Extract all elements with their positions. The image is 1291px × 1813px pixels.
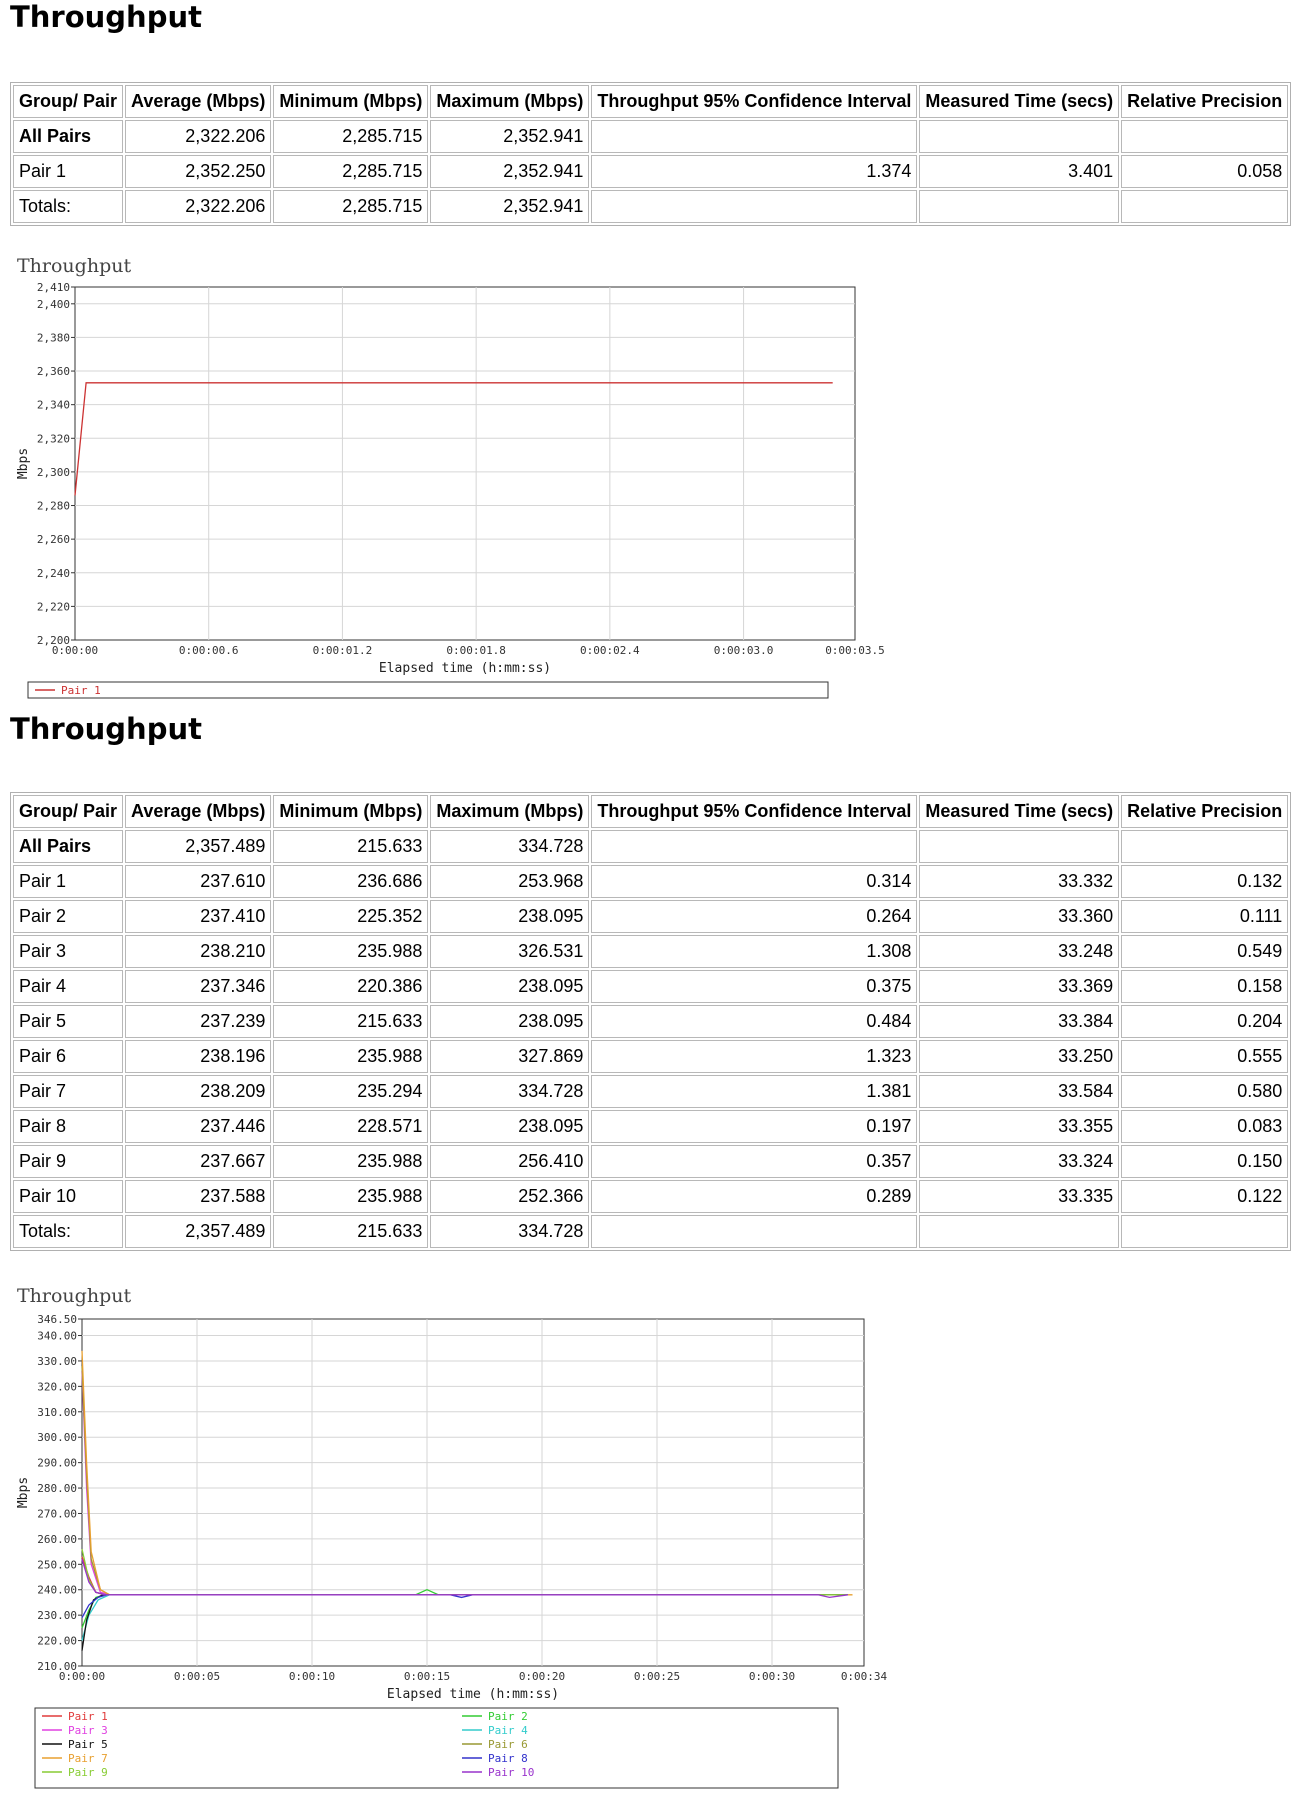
table-cell (919, 1215, 1119, 1248)
y-tick-label: 346.50 (37, 1313, 77, 1326)
x-tick-label: 0:00:30 (748, 1670, 796, 1683)
table-cell: 237.446 (125, 1110, 271, 1143)
table-cell (591, 1215, 917, 1248)
table-cell: Totals: (13, 190, 123, 223)
table-cell: 220.386 (273, 970, 428, 1003)
throughput-table (10, 792, 1291, 1251)
legend-box (28, 682, 828, 698)
table-cell: Pair 4 (13, 970, 123, 1003)
x-tick-label: 0:00:34 (840, 1670, 888, 1683)
x-tick-label: 0:00:01.2 (312, 644, 373, 657)
table-cell: 237.239 (125, 1005, 271, 1038)
table-cell: 215.633 (273, 1005, 428, 1038)
table-row (13, 970, 1288, 1003)
legend-label: Pair 4 (488, 1724, 528, 1737)
table-cell: 334.728 (430, 1215, 589, 1248)
table-cell: 2,285.715 (273, 155, 428, 188)
table-cell: 2,352.941 (430, 190, 589, 223)
y-tick-label: 260.00 (37, 1532, 77, 1546)
table-cell: 33.248 (919, 935, 1119, 968)
table-cell: 237.610 (125, 865, 271, 898)
table-cell: Pair 3 (13, 935, 123, 968)
plot-area (75, 287, 855, 640)
table-cell: Pair 5 (13, 1005, 123, 1038)
table-cell: 235.988 (273, 1180, 428, 1213)
legend-label: Pair 2 (488, 1710, 528, 1723)
table-row (13, 935, 1288, 968)
table-cell: 334.728 (430, 1075, 589, 1108)
table-cell: 2,352.941 (430, 120, 589, 153)
table-row (13, 1145, 1288, 1178)
x-tick-label: 0:00:15 (403, 1670, 451, 1683)
table-cell: 0.314 (591, 865, 917, 898)
table-cell: 0.158 (1121, 970, 1288, 1003)
table-cell: Pair 6 (13, 1040, 123, 1073)
throughput-chart (10, 250, 890, 700)
table-cell: 33.360 (919, 900, 1119, 933)
table-cell: 236.686 (273, 865, 428, 898)
column-header: Measured Time (secs) (919, 795, 1119, 828)
y-tick-label: 320.00 (37, 1380, 77, 1394)
table-cell: 237.588 (125, 1180, 271, 1213)
throughput-table (10, 82, 1291, 226)
table-header-row (13, 795, 1288, 828)
table-cell: 2,322.206 (125, 120, 271, 153)
x-tick-label: 0:00:03.5 (825, 644, 885, 657)
table-cell: 0.484 (591, 1005, 917, 1038)
table-cell: 253.968 (430, 865, 589, 898)
y-tick-label: 2,400 (36, 297, 70, 311)
table-cell: 33.335 (919, 1180, 1119, 1213)
table-cell: 238.209 (125, 1075, 271, 1108)
table-cell: Pair 2 (13, 900, 123, 933)
table-cell: Pair 1 (13, 865, 123, 898)
table-cell: 33.369 (919, 970, 1119, 1003)
table-header-row (13, 85, 1288, 118)
table-row (13, 1215, 1288, 1248)
table-cell: 237.410 (125, 900, 271, 933)
x-tick-label: 0:00:01.8 (446, 644, 506, 657)
table-cell: 2,285.715 (273, 190, 428, 223)
table-cell: 33.355 (919, 1110, 1119, 1143)
table-cell: 238.095 (430, 970, 589, 1003)
table-cell: 1.381 (591, 1075, 917, 1108)
table-cell: 0.555 (1121, 1040, 1288, 1073)
table-cell: 0.197 (591, 1110, 917, 1143)
legend-label: Pair 1 (68, 1710, 108, 1723)
table-cell: 1.374 (591, 155, 917, 188)
chart-title: Throughput (17, 255, 132, 277)
table-cell: 235.294 (273, 1075, 428, 1108)
table-cell: 327.869 (430, 1040, 589, 1073)
table-cell (1121, 190, 1288, 223)
y-tick-label: 2,360 (36, 365, 70, 379)
x-tick-label: 0:00:00.6 (178, 644, 239, 657)
legend-label: Pair 9 (68, 1766, 108, 1779)
table-cell: 1.308 (591, 935, 917, 968)
table-cell: 33.332 (919, 865, 1119, 898)
table-cell: 256.410 (430, 1145, 589, 1178)
column-header: Relative Precision (1121, 85, 1288, 118)
x-tick-label: 0:00:02.4 (580, 644, 640, 657)
table-cell: 235.988 (273, 935, 428, 968)
legend-label: Pair 3 (68, 1724, 108, 1737)
table-cell: Pair 7 (13, 1075, 123, 1108)
table-cell: 334.728 (430, 830, 589, 863)
section-title: Throughput (10, 0, 202, 34)
table-cell: 238.196 (125, 1040, 271, 1073)
legend-label: Pair 8 (488, 1752, 528, 1765)
legend-label: Pair 6 (488, 1738, 528, 1751)
table-cell (591, 190, 917, 223)
table-cell (1121, 1215, 1288, 1248)
y-tick-label: 2,280 (36, 499, 70, 513)
table-cell: 238.095 (430, 1005, 589, 1038)
column-header: Group/ Pair (13, 795, 123, 828)
table-row (13, 155, 1288, 188)
legend-label: Pair 10 (488, 1766, 535, 1779)
table-cell: 0.132 (1121, 865, 1288, 898)
table-cell: 0.111 (1121, 900, 1288, 933)
table-cell: 228.571 (273, 1110, 428, 1143)
table-cell: 238.095 (430, 1110, 589, 1143)
table-cell (919, 830, 1119, 863)
y-axis-label: Mbps (16, 447, 31, 480)
y-tick-label: 2,340 (36, 398, 70, 412)
column-header: Throughput 95% Confidence Interval (591, 795, 917, 828)
legend-box (35, 1708, 838, 1788)
y-tick-label: 290.00 (37, 1456, 77, 1470)
table-cell: 326.531 (430, 935, 589, 968)
y-tick-label: 2,200 (36, 634, 70, 647)
table-row (13, 830, 1288, 863)
x-tick-label: 0:00:25 (633, 1670, 681, 1683)
table-cell: 33.584 (919, 1075, 1119, 1108)
y-axis-label: Mbps (16, 1476, 31, 1509)
y-tick-label: 2,320 (36, 432, 70, 446)
table-row (13, 190, 1288, 223)
table-cell: 2,352.941 (430, 155, 589, 188)
table-cell (919, 120, 1119, 153)
x-axis-label: Elapsed time (h:mm:ss) (386, 1687, 560, 1702)
x-axis-label: Elapsed time (h:mm:ss) (378, 661, 552, 676)
table-cell: 2,352.250 (125, 155, 271, 188)
y-tick-label: 2,260 (36, 533, 70, 547)
column-header: Minimum (Mbps) (273, 85, 428, 118)
y-tick-label: 220.00 (37, 1634, 77, 1648)
table-cell: 0.549 (1121, 935, 1288, 968)
column-header: Maximum (Mbps) (430, 795, 589, 828)
y-tick-label: 2,300 (36, 465, 70, 479)
y-tick-label: 230.00 (37, 1609, 77, 1623)
table-cell (591, 830, 917, 863)
x-tick-label: 0:00:20 (518, 1670, 566, 1683)
table-cell: All Pairs (13, 120, 123, 153)
plot-area (82, 1319, 864, 1666)
table-cell (1121, 120, 1288, 153)
table-row (13, 1075, 1288, 1108)
x-tick-label: 0:00:10 (288, 1670, 336, 1683)
table-cell: 33.384 (919, 1005, 1119, 1038)
table-row (13, 120, 1288, 153)
table-cell: 0.150 (1121, 1145, 1288, 1178)
table-cell: 1.323 (591, 1040, 917, 1073)
table-cell: 2,357.489 (125, 830, 271, 863)
column-header: Average (Mbps) (125, 85, 271, 118)
table-cell: All Pairs (13, 830, 123, 863)
table-cell: Pair 1 (13, 155, 123, 188)
column-header: Group/ Pair (13, 85, 123, 118)
x-tick-label: 0:00:03.0 (713, 644, 774, 657)
y-tick-label: 340.00 (37, 1329, 77, 1343)
table-cell: 238.210 (125, 935, 271, 968)
y-tick-label: 210.00 (37, 1660, 77, 1673)
y-tick-label: 2,220 (36, 600, 70, 614)
table-cell: 3.401 (919, 155, 1119, 188)
y-tick-label: 2,380 (36, 331, 70, 345)
y-tick-label: 250.00 (37, 1558, 77, 1572)
table-cell: 2,322.206 (125, 190, 271, 223)
table-cell: 0.122 (1121, 1180, 1288, 1213)
table-cell: 0.289 (591, 1180, 917, 1213)
table-row (13, 900, 1288, 933)
table-cell: 0.357 (591, 1145, 917, 1178)
table-cell: 33.250 (919, 1040, 1119, 1073)
table-cell: 2,285.715 (273, 120, 428, 153)
table-cell: Pair 9 (13, 1145, 123, 1178)
throughput-chart (10, 1280, 890, 1805)
table-row (13, 1180, 1288, 1213)
table-cell: 235.988 (273, 1040, 428, 1073)
column-header: Throughput 95% Confidence Interval (591, 85, 917, 118)
column-header: Measured Time (secs) (919, 85, 1119, 118)
table-cell: 0.058 (1121, 155, 1288, 188)
table-cell (1121, 830, 1288, 863)
x-tick-label: 0:00:05 (173, 1670, 221, 1683)
x-tick-label: 0:00:00 (51, 644, 99, 657)
table-cell: Pair 10 (13, 1180, 123, 1213)
legend-label: Pair 1 (61, 684, 101, 697)
y-tick-label: 280.00 (37, 1482, 77, 1496)
table-cell: 225.352 (273, 900, 428, 933)
table-cell: 252.366 (430, 1180, 589, 1213)
table-cell: Totals: (13, 1215, 123, 1248)
y-tick-label: 300.00 (37, 1431, 77, 1445)
y-tick-label: 310.00 (37, 1405, 77, 1419)
chart-title: Throughput (17, 1285, 132, 1307)
column-header: Maximum (Mbps) (430, 85, 589, 118)
table-cell: 237.346 (125, 970, 271, 1003)
table-cell: 238.095 (430, 900, 589, 933)
table-cell: 215.633 (273, 830, 428, 863)
legend-label: Pair 7 (68, 1752, 108, 1765)
table-row (13, 1005, 1288, 1038)
table-cell: 215.633 (273, 1215, 428, 1248)
column-header: Relative Precision (1121, 795, 1288, 828)
table-cell: 0.083 (1121, 1110, 1288, 1143)
y-tick-label: 330.00 (37, 1354, 77, 1368)
legend-label: Pair 5 (68, 1738, 108, 1751)
y-tick-label: 270.00 (37, 1507, 77, 1521)
table-row (13, 1110, 1288, 1143)
table-cell (591, 120, 917, 153)
table-cell (919, 190, 1119, 223)
table-cell: 237.667 (125, 1145, 271, 1178)
table-cell: 2,357.489 (125, 1215, 271, 1248)
table-row (13, 1040, 1288, 1073)
section-title: Throughput (10, 712, 202, 746)
y-tick-label: 240.00 (37, 1583, 77, 1597)
table-row (13, 865, 1288, 898)
column-header: Minimum (Mbps) (273, 795, 428, 828)
y-tick-label: 2,410 (36, 281, 70, 294)
table-cell: 33.324 (919, 1145, 1119, 1178)
x-tick-label: 0:00:00 (58, 1670, 106, 1683)
table-cell: 0.204 (1121, 1005, 1288, 1038)
table-cell: 0.375 (591, 970, 917, 1003)
column-header: Average (Mbps) (125, 795, 271, 828)
y-tick-label: 2,240 (36, 566, 70, 580)
table-cell: 0.580 (1121, 1075, 1288, 1108)
table-cell: Pair 8 (13, 1110, 123, 1143)
table-cell: 235.988 (273, 1145, 428, 1178)
table-cell: 0.264 (591, 900, 917, 933)
